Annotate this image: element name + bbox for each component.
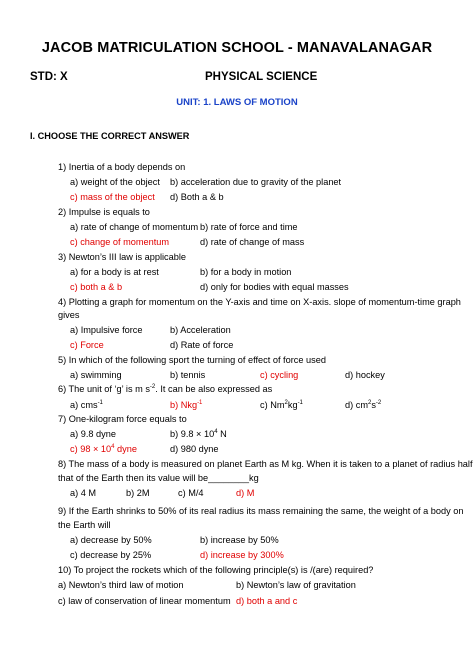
question-6: 6) The unit of ‘g’ is m $s^{-2}$. It can be also expressed as <box>58 383 273 394</box>
question-7: 7) One-kilogram force equals to <box>58 414 187 424</box>
q5-option-c: c) cycling <box>260 370 299 380</box>
q10-option-c: c) law of conservation of linear momentum <box>58 596 231 606</box>
question-2: 2) Impulse is equals to <box>58 207 150 217</box>
q2-option-d: d) rate of change of mass <box>200 237 305 247</box>
question-8-cont: that of the Earth then its value will be________kg <box>58 473 259 483</box>
q1-option-d: d) Both a & b <box>170 192 224 202</box>
unit-heading: UNIT: 1. LAWS OF MOTION <box>176 97 298 108</box>
q10-option-b: b) Newton’s law of gravitation <box>236 580 356 590</box>
q7-option-a: a) 9.8 dyne <box>70 429 116 439</box>
question-9-cont: the Earth will <box>58 520 111 530</box>
q9-option-d: d) increase by 300% <box>200 550 284 560</box>
q2-option-b: b) rate of force and time <box>200 222 298 232</box>
q7-option-d: d) 980 dyne <box>170 444 219 454</box>
q10-option-d: d) both a and c <box>236 596 298 606</box>
q1-option-a: a) weight of the object <box>70 177 160 187</box>
q6-option-c: c) $Nm^2kg^{-1}$ <box>260 399 303 410</box>
std-label: STD: X <box>30 71 68 83</box>
q9-option-b: b) increase by 50% <box>200 535 279 545</box>
question-1: 1) Inertia of a body depends on <box>58 162 186 172</box>
question-5: 5) In which of the following sport the turning of effect of force used <box>58 355 326 365</box>
q3-option-b: b) for a body in motion <box>200 267 292 277</box>
q7-option-c: c) $98 \times 10^4$ dyne <box>70 443 137 454</box>
q8-option-a: a) 4 M <box>70 488 97 498</box>
section-heading: I. CHOOSE THE CORRECT ANSWER <box>30 131 190 141</box>
q7-option-b: b) $9.8 \times 10^4$ N <box>170 428 227 439</box>
q8-option-b: b) 2M <box>126 488 150 498</box>
question-10: 10) To project the rockets which of the following principle(s) is /(are) required? <box>58 565 374 575</box>
q6-option-a: a) cms$^{-1}$ <box>70 399 103 410</box>
q9-option-c: c) decrease by 25% <box>70 550 152 560</box>
q3-option-d: d) only for bodies with equal masses <box>200 282 349 292</box>
q6-option-b: b) Nkg$^{-1}$ <box>170 399 203 410</box>
question-3: 3) Newton’s III law is applicable <box>58 252 187 262</box>
q4-option-d: d) Rate of force <box>170 340 234 350</box>
q3-option-a: a) for a body is at rest <box>70 267 159 277</box>
q10-option-a: a) Newton’s third law of motion <box>58 580 184 590</box>
q4-option-b: b) Acceleration <box>170 325 231 335</box>
q4-option-c: c) Force <box>70 340 104 350</box>
q5-option-b: b) tennis <box>170 370 206 380</box>
q6-option-d: d) $cm^2s^{-2}$ <box>345 399 382 410</box>
question-9: 9) If the Earth shrinks to 50% of its real radius its mass remaining the same, the weight of a body on <box>58 506 464 516</box>
q1-option-c: c) mass of the object <box>70 192 155 202</box>
q8-option-d: d) M <box>236 488 255 498</box>
q1-option-b: b) acceleration due to gravity of the planet <box>170 177 342 187</box>
q9-option-a: a) decrease by 50% <box>70 535 152 545</box>
question-8: 8) The mass of a body is measured on planet Earth as M kg. When it is taken to a planet of radius half <box>58 459 473 469</box>
q5-option-a: a) swimming <box>70 370 122 380</box>
q5-option-d: d) hockey <box>345 370 385 380</box>
q2-option-a: a) rate of change of momentum <box>70 222 199 232</box>
question-4: 4) Plotting a graph for momentum on the Y-axis and time on X-axis. slope of momentum-time graph <box>58 297 461 307</box>
q4-option-a: a) Impulsive force <box>70 325 143 335</box>
subject-label: PHYSICAL SCIENCE <box>205 71 318 83</box>
q3-option-c: c) both a & b <box>70 282 123 292</box>
school-title: JACOB MATRICULATION SCHOOL - MANAVALANAGAR <box>41 40 433 56</box>
q8-option-c: c) M/4 <box>178 488 204 498</box>
q2-option-c: c) change of momentum <box>70 237 170 247</box>
question-4-cont: gives <box>58 310 80 320</box>
